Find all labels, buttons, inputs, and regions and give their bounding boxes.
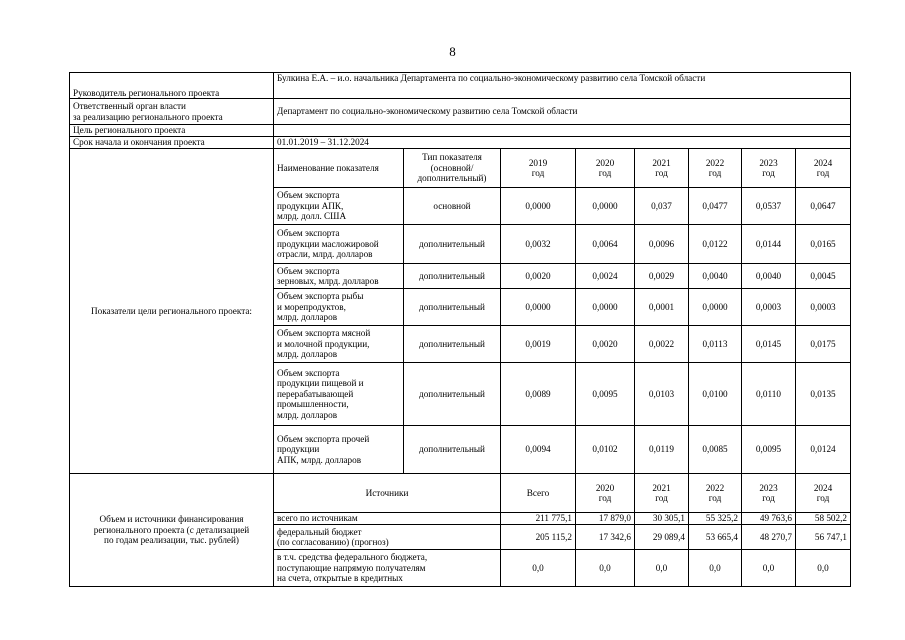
year-suffix: год [816,168,830,178]
indicator-name [274,363,404,426]
term-value: 01.01.2019 – 31.12.2024 [274,137,851,149]
indicator-value: 0,0024 [576,264,635,289]
indicator-name [274,326,404,363]
indicator-value: 0,0124 [796,426,851,474]
year-suffix: год [762,168,775,178]
year-number: 2022 [705,157,725,168]
financing-source [274,513,501,525]
year-suffix: год [762,493,775,503]
indicator-name-line: продукции масложировой [277,238,379,249]
financing-value: 56 747,1 [796,525,851,550]
authority-label [70,99,274,125]
indicator-value: 0,0000 [689,289,742,326]
indicator-value: 0,0040 [742,264,796,289]
financing-source [274,525,501,550]
year-header [742,149,796,188]
indicator-value: 0,0029 [635,264,689,289]
year-number: 2022 [705,482,725,493]
year-header [689,474,742,513]
financing-source-line: на счета, открытые в кредитных [277,573,403,584]
indicator-value: 0,0094 [501,426,576,474]
financing-value: 48 270,7 [742,525,796,550]
indicator-name-line: млрд. долларов [277,409,338,420]
indicator-type-header [404,149,501,188]
indicator-type: основной [404,188,501,225]
indicator-value: 0,0122 [689,225,742,264]
indicator-type: дополнительный [404,264,501,289]
financing-value: 17 342,6 [576,525,635,550]
financing-value: 30 305,1 [635,513,689,525]
indicator-value: 0,0165 [796,225,851,264]
indicator-name-line: Объем экспорта [277,367,340,378]
indicator-value: 0,0064 [576,225,635,264]
year-number: 2021 [652,482,671,493]
indicator-value: 0,037 [635,188,689,225]
indicator-name-line: млрд. долл. США [277,211,347,222]
indicator-value: 0,0085 [689,426,742,474]
indicator-value: 0,0477 [689,188,742,225]
indicator-value: 0,0089 [501,363,576,426]
financing-value: 0,0 [635,550,689,587]
indicator-value: 0,0110 [742,363,796,426]
indicators-section-label: Показатели цели регионального проекта: [70,149,274,474]
year-number: 2021 [652,157,671,168]
year-number: 2023 [759,157,778,168]
financing-value: 55 325,2 [689,513,742,525]
indicator-name-line: перерабатывающей [277,388,354,399]
indicator-name-line: и молочной продукции, [277,338,370,349]
financing-section-label [70,474,274,587]
indicator-value: 0,0000 [501,188,576,225]
indicator-name-line: Объем экспорта [277,190,340,201]
indicator-name-line: Объем экспорта рыбы [277,291,364,302]
year-number: 2023 [759,482,778,493]
indicator-value: 0,0022 [635,326,689,363]
indicator-value: 0,0003 [742,289,796,326]
indicator-value: 0,0647 [796,188,851,225]
year-suffix: год [531,168,545,178]
year-suffix: год [708,168,722,178]
financing-value: 58 502,2 [796,513,851,525]
indicator-value: 0,0032 [501,225,576,264]
indicator-type: дополнительный [404,225,501,264]
indicator-name [274,188,404,225]
financing-label-line: регионального проекта (с детализацией [93,524,250,535]
term-row [70,137,851,149]
indicator-value: 0,0537 [742,188,796,225]
financing-value: 17 879,0 [576,513,635,525]
financing-value: 49 763,6 [742,513,796,525]
indicator-name-line: зерновых, млрд. долларов [277,276,379,286]
financing-value: 0,0 [742,550,796,587]
year-header [576,149,635,188]
financing-value: 0,0 [576,550,635,587]
financing-source-line: всего по источникам [277,513,358,524]
indicator-name-line: Объем экспорта [277,265,340,276]
financing-source-line: (по согласованию) (прогноз) [277,537,389,547]
year-suffix: год [655,493,668,503]
indicator-name-line: продукции АПК, [277,200,344,211]
financing-value: 0,0 [689,550,742,587]
indicator-value: 0,0135 [796,363,851,426]
type-header-line: (основной/ [430,162,474,173]
financing-label-line: Объем и источники финансирования [99,514,244,525]
indicator-name-header: Наименование показателя [274,149,404,188]
project-passport-table [69,72,851,587]
indicator-name [274,426,404,474]
year-header [796,149,851,188]
leader-row [70,73,851,99]
indicator-name-line: продукции [277,444,320,455]
indicator-value: 0,0020 [501,264,576,289]
indicator-name-line: АПК, млрд. долларов [277,454,362,465]
type-header-line: дополнительный) [417,173,487,184]
indicator-value: 0,0113 [689,326,742,363]
indicator-value: 0,0144 [742,225,796,264]
financing-source-line: поступающие напрямую получателям [277,562,426,573]
year-suffix: год [598,168,612,178]
financing-source [274,550,501,587]
indicator-name-line: Объем экспорта [277,228,340,239]
year-header [742,474,796,513]
leader-label: Руководитель регионального проекта [70,73,274,99]
indicator-value: 0,0119 [635,426,689,474]
indicator-value: 0,0000 [576,289,635,326]
financing-value: 0,0 [796,550,851,587]
indicator-value: 0,0096 [635,225,689,264]
indicator-value: 0,0000 [501,289,576,326]
indicator-value: 0,0145 [742,326,796,363]
indicators-header-row [70,149,851,188]
goal-row [70,125,851,137]
year-number: 2020 [595,482,615,493]
indicator-value: 0,0095 [576,363,635,426]
page-number: 8 [449,44,456,59]
financing-source-line: федеральный бюджет [277,526,362,537]
indicator-value: 0,0102 [576,426,635,474]
financing-value: 29 089,4 [635,525,689,550]
goal-label: Цель регионального проекта [70,125,274,137]
indicator-name-line: млрд. долларов [277,349,338,360]
year-suffix: год [708,493,722,503]
indicator-name-line: Объем экспорта мясной [277,328,371,339]
year-number: 2024 [813,157,833,168]
financing-header-row [70,474,851,513]
authority-row [70,99,851,125]
indicator-value: 0,0103 [635,363,689,426]
financing-label-line: по годам реализации, тыс. рублей) [104,535,239,546]
indicator-name-line: промышленности, [277,399,349,410]
financing-source-line: в т.ч. средства федерального бюджета, [277,552,428,563]
indicator-type: дополнительный [404,326,501,363]
indicator-name [274,264,404,289]
indicator-value: 0,0095 [742,426,796,474]
financing-value: 53 665,4 [689,525,742,550]
indicator-name-line: Объем экспорта прочей [277,433,370,444]
leader-value: Булкина Е.А. – и.о. начальника Департамента по социально-экономическому развитию села Томской области [274,73,851,99]
year-header [635,149,689,188]
indicator-value: 0,0175 [796,326,851,363]
indicator-name [274,225,404,264]
indicator-type: дополнительный [404,426,501,474]
indicator-type: дополнительный [404,289,501,326]
term-label: Срок начала и окончания проекта [70,137,274,149]
authority-label-line: Ответственный орган власти [73,101,186,112]
indicator-value: 0,0019 [501,326,576,363]
goal-value [274,125,851,137]
total-header: Всего [501,474,576,513]
financing-value: 205 115,2 [501,525,576,550]
indicator-name-line: млрд. долларов [277,312,338,323]
indicator-value: 0,0045 [796,264,851,289]
indicator-value: 0,0020 [576,326,635,363]
indicator-name-line: и морепродуктов, [277,301,346,312]
financing-value: 211 775,1 [501,513,576,525]
indicator-value: 0,0003 [796,289,851,326]
indicator-type: дополнительный [404,363,501,426]
indicator-name [274,289,404,326]
indicator-name-line: продукции пищевой и [277,378,364,389]
authority-label-line: за реализацию регионального проекта [73,111,223,122]
year-header [501,149,576,188]
indicator-value: 0,0100 [689,363,742,426]
type-header-line: Тип показателя [422,152,482,163]
indicator-value: 0,0001 [635,289,689,326]
year-suffix: год [598,493,612,503]
indicator-value: 0,0000 [576,188,635,225]
authority-value: Департамент по социально-экономическому развитию села Томской области [274,99,851,125]
year-suffix: год [816,493,830,503]
indicator-value: 0,0040 [689,264,742,289]
year-header [635,474,689,513]
financing-value: 0,0 [501,550,576,587]
indicator-name-line: отрасли, млрд. долларов [277,249,373,260]
year-header [576,474,635,513]
year-number: 2024 [813,482,833,493]
sources-header: Источники [274,474,501,513]
year-header [689,149,742,188]
year-header [796,474,851,513]
year-number: 2019 [528,157,548,168]
year-suffix: год [655,168,668,178]
year-number: 2020 [595,157,615,168]
